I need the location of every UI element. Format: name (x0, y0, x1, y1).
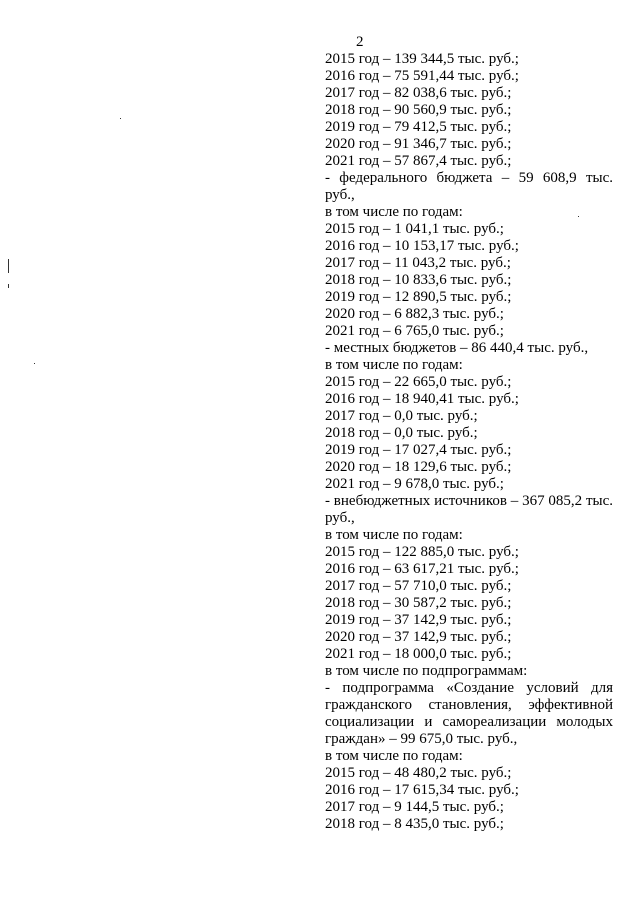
text-line: 2017 год – 82 038,6 тыс. руб.; (325, 85, 512, 101)
text-line: 2020 год – 37 142,9 тыс. руб.; (325, 629, 512, 645)
text-line: в том числе по годам: (325, 204, 463, 220)
text-line: 2019 год – 37 142,9 тыс. руб.; (325, 612, 512, 628)
text-line: 2015 год – 122 885,0 тыс. руб.; (325, 544, 519, 560)
text-line: - федерального бюджета – 59 608,9 тыс. руб., (325, 170, 613, 203)
text-line: 2019 год – 79 412,5 тыс. руб.; (325, 119, 512, 135)
text-line: 2016 год – 17 615,34 тыс. руб.; (325, 782, 519, 798)
text-line: в том числе по годам: (325, 357, 463, 373)
text-line: 2016 год – 75 591,44 тыс. руб.; (325, 68, 519, 84)
text-column (325, 51, 613, 833)
text-line: в том числе по годам: (325, 527, 463, 543)
text-line: 2018 год – 0,0 тыс. руб.; (325, 425, 478, 441)
text-line: 2018 год – 10 833,6 тыс. руб.; (325, 272, 512, 288)
text-line: 2021 год – 57 867,4 тыс. руб.; (325, 153, 512, 169)
text-line: 2017 год – 0,0 тыс. руб.; (325, 408, 478, 424)
text-line: 2016 год – 10 153,17 тыс. руб.; (325, 238, 519, 254)
text-line: 2021 год – 6 765,0 тыс. руб.; (325, 323, 504, 339)
text-line: 2017 год – 9 144,5 тыс. руб.; (325, 799, 504, 815)
text-line: 2015 год – 139 344,5 тыс. руб.; (325, 51, 519, 67)
scan-mark (8, 259, 9, 273)
text-line: 2018 год – 90 560,9 тыс. руб.; (325, 102, 512, 118)
text-line: - местных бюджетов – 86 440,4 тыс. руб., (325, 340, 589, 356)
text-line: в том числе по подпрограммам: (325, 663, 528, 679)
text-line: 2021 год – 9 678,0 тыс. руб.; (325, 476, 504, 492)
text-line: 2017 год – 11 043,2 тыс. руб.; (325, 255, 511, 271)
text-line: 2015 год – 48 480,2 тыс. руб.; (325, 765, 512, 781)
scan-mark (578, 216, 579, 217)
text-line: 2019 год – 17 027,4 тыс. руб.; (325, 442, 512, 458)
text-line: 2017 год – 57 710,0 тыс. руб.; (325, 578, 512, 594)
text-line: - подпрограмма «Создание условий для гражданского становления, эффективной социализации и самореализации молодых граждан» – 99 675,0 тыс. руб., (325, 680, 613, 747)
text-line: 2020 год – 6 882,3 тыс. руб.; (325, 306, 504, 322)
scan-mark (8, 284, 9, 288)
text-line: 2016 год – 18 940,41 тыс. руб.; (325, 391, 519, 407)
text-line: 2015 год – 1 041,1 тыс. руб.; (325, 221, 504, 237)
text-line: - внебюджетных источников – 367 085,2 тыс. руб., (325, 493, 613, 526)
text-line: 2018 год – 30 587,2 тыс. руб.; (325, 595, 512, 611)
text-line: 2020 год – 91 346,7 тыс. руб.; (325, 136, 512, 152)
text-line: в том числе по годам: (325, 748, 463, 764)
text-line: 2021 год – 18 000,0 тыс. руб.; (325, 646, 512, 662)
scan-mark (120, 118, 121, 119)
text-line: 2019 год – 12 890,5 тыс. руб.; (325, 289, 512, 305)
text-line: 2018 год – 8 435,0 тыс. руб.; (325, 816, 504, 832)
scan-mark (34, 363, 35, 364)
text-line: 2020 год – 18 129,6 тыс. руб.; (325, 459, 512, 475)
page-number: 2 (356, 34, 364, 50)
text-line: 2015 год – 22 665,0 тыс. руб.; (325, 374, 512, 390)
text-line: 2016 год – 63 617,21 тыс. руб.; (325, 561, 519, 577)
